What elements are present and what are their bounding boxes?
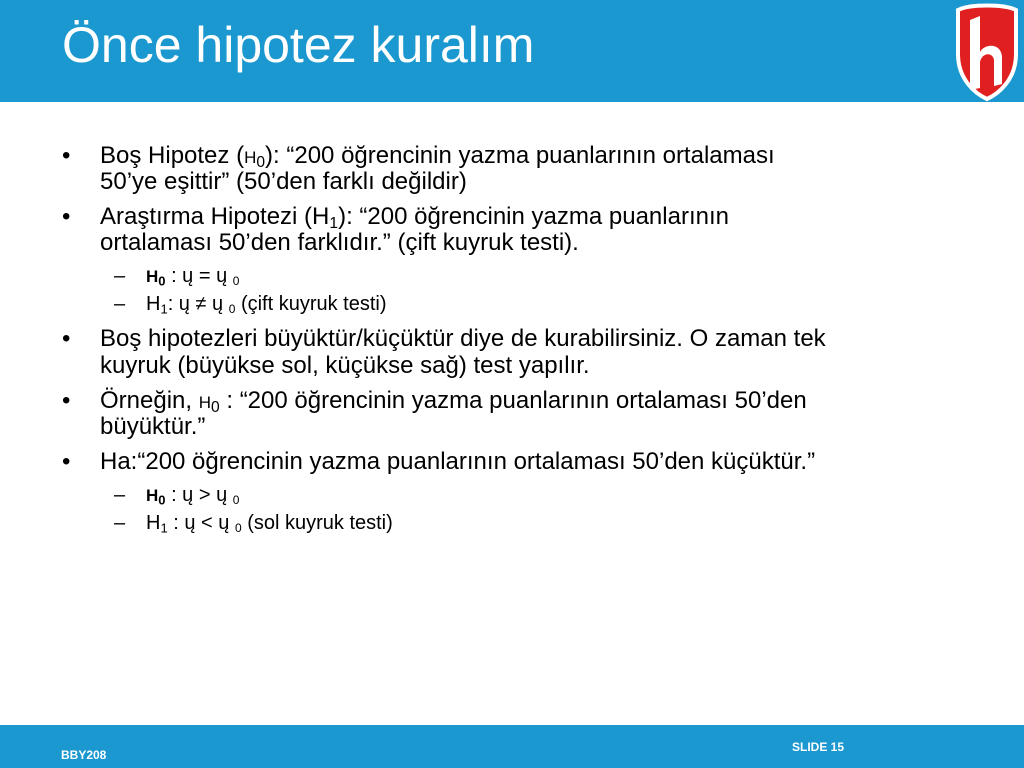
dash-marker: – <box>114 293 126 315</box>
bullet-null-hypothesis-cont: 50’ye eşittir” (50’den farklı değildir) <box>100 168 467 195</box>
bullet-marker: • <box>62 448 71 475</box>
sub-bullet-h0-greater: $H_0$ : ų > ų $_0$ <box>146 484 240 508</box>
bullet-example: Örneğin, $H_0$ : “200 öğrencinin yazma puanlarının ortalaması 50’den <box>100 387 807 416</box>
bullet-alternative: Ha:“200 öğrencinin yazma puanlarının ortalaması 50’den küçüktür.” <box>100 448 816 475</box>
footer-bar <box>0 725 1024 768</box>
dash-marker: – <box>114 484 126 506</box>
dash-marker: – <box>114 265 126 287</box>
course-code: BBY208 <box>61 748 107 762</box>
bullet-marker: • <box>62 387 71 414</box>
bullet-null-hypothesis: Boş Hipotez $(H_0)$: “200 öğrencinin yazma puanlarının ortalaması <box>100 142 775 171</box>
bullet-marker: • <box>62 325 71 352</box>
slide-number: SLIDE 15 <box>792 740 845 754</box>
sub-bullet-h0-equal: $H_0$ : ų = ų $_0$ <box>146 265 240 289</box>
bullet-one-tailed-cont: kuyruk (büyükse sol, küçükse sağ) test yapılır. <box>100 352 590 379</box>
bullet-marker: • <box>62 203 71 230</box>
sub-bullet-h1-less: $H_1$ : ų < ų $_0$ (sol kuyruk testi) <box>146 512 393 536</box>
bullet-one-tailed: Boş hipotezleri büyüktür/küçüktür diye de kurabilirsiniz. O zaman tek <box>100 325 826 352</box>
sub-bullet-h1-not-equal: $H_1$: ų ≠ ų $_0$ (çift kuyruk testi) <box>146 293 387 317</box>
bullet-example-cont: büyüktür.” <box>100 413 206 440</box>
dash-marker: – <box>114 512 126 534</box>
bullet-marker: • <box>62 142 71 169</box>
bullet-research-hypothesis: Araştırma Hipotezi $(H_1)$: “200 öğrencinin yazma puanlarının <box>100 203 729 232</box>
bullet-research-hypothesis-cont: ortalaması 50’den farklıdır.” (çift kuyruk testi). <box>100 229 579 256</box>
slide-title: Önce hipotez kuralım <box>62 17 535 73</box>
